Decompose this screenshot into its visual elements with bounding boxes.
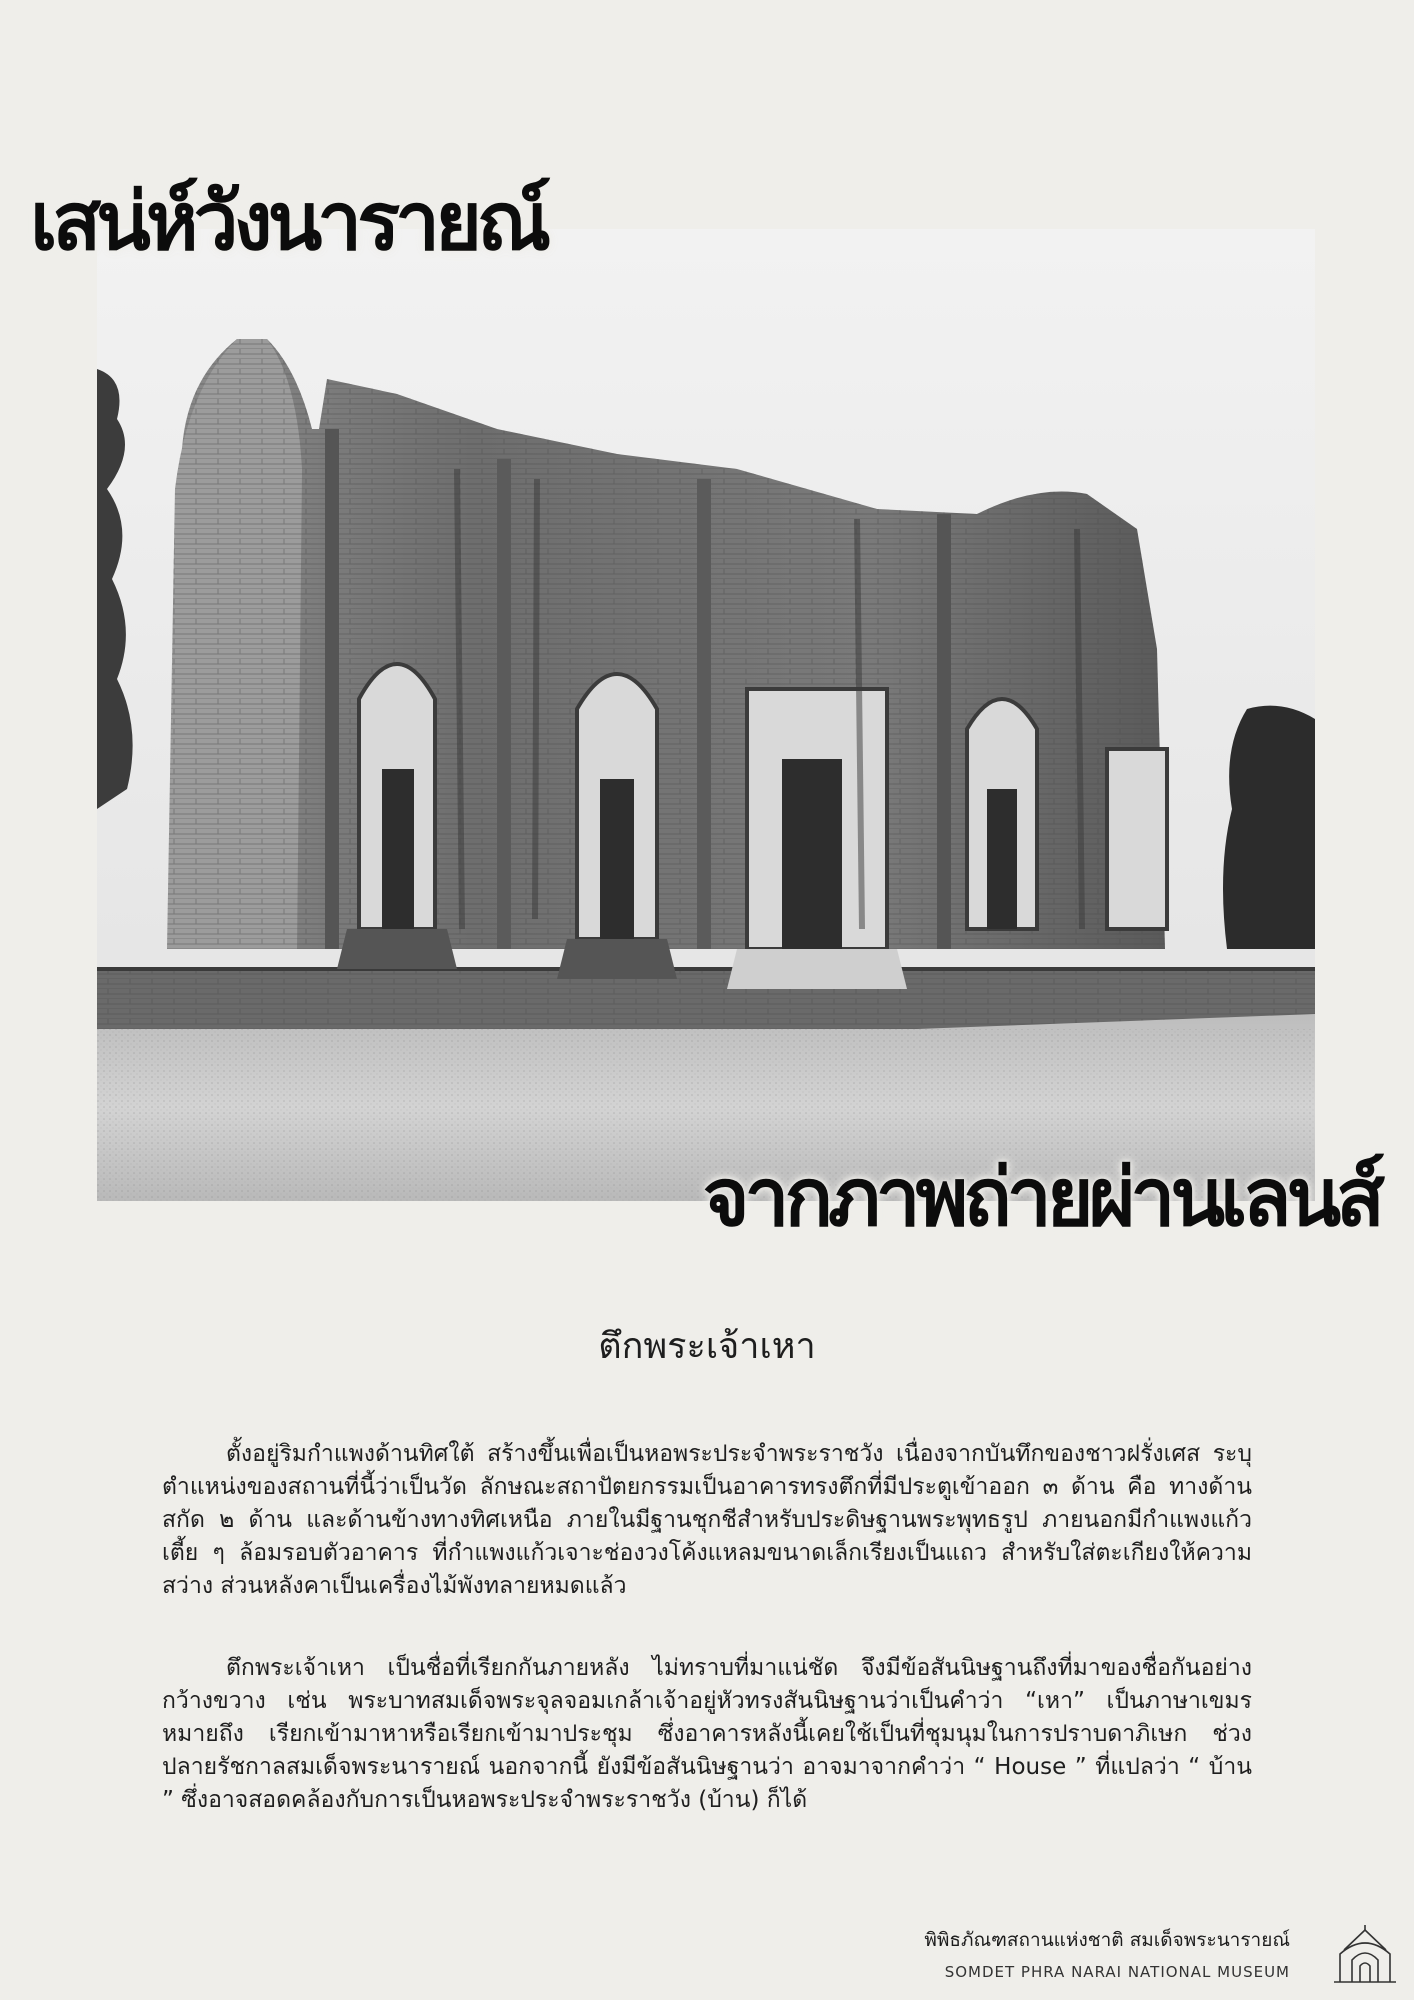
footer — [924, 1926, 1290, 1984]
paragraph-text: ตั้งอยู่ริมกำแพงด้านทิศใต้ สร้างขึ้นเพื่อเป็นหอพระประจำพระราชวัง เนื่องจากบันทึกของชาวฝรั่งเศส ระบุตำแหน่งของสถานที่นี้ว่าเป็นวัด ลักษณะสถาปัตยกรรมเป็นอาคารทรงตึกที่มีประตูเข้าออก ๓ ด้าน คือ ทางด้านสกัด ๒ ด้าน และด้านข้างทางทิศเหนือ ภายในมีฐานชุกชีสำหรับประดิษฐานพระพุทธรูป ภายนอกมีกำแพงแก้วเตี้ย ๆ ล้อมรอบตัวอาคาร ที่กำแพงแก้วเจาะช่องวงโค้งแหลมขนาดเล็กเรียงเป็นแถว สำหรับใส่ตะเกียงให้ความสว่าง ส่วนหลังคาเป็นเครื่องไม้พังทลายหมดแล้ว — [162, 1441, 1252, 1599]
ruin-photo-illustration — [97, 229, 1315, 1201]
title-bottom: จากภาพถ่ายผ่านเลนส์ — [702, 1151, 1380, 1244]
museum-name-thai: พิพิธภัณฑสถานแห่งชาติ สมเด็จพระนารายณ์ — [924, 1929, 1290, 1951]
museum-name-english: SOMDET PHRA NARAI NATIONAL MUSEUM — [944, 1963, 1290, 1981]
ruin-photograph — [97, 229, 1315, 1201]
body-paragraph-2 — [162, 1652, 1252, 1817]
body-paragraph-1 — [162, 1438, 1252, 1603]
subheading: ตึกพระเจ้าเหา — [598, 1326, 816, 1367]
museum-logo-icon — [1330, 1924, 1400, 1986]
paragraph-text: ตึกพระเจ้าเหา เป็นชื่อที่เรียกกันภายหลัง ไม่ทราบที่มาแน่ชัด จึงมีข้อสันนิษฐานถึงที่มาของชื่อกันอย่างกว้างขวาง เช่น พระบาทสมเด็จพระจุลจอมเกล้าเจ้าอยู่หัวทรงสันนิษฐานว่าเป็นคำว่า “เหา” เป็นภาษาเขมร หมายถึง เรียกเข้ามาหาหรือเรียกเข้ามาประชุม ซึ่งอาคารหลังนี้เคยใช้เป็นที่ชุมนุมในการปราบดาภิเษก ช่วงปลายรัชกาลสมเด็จพระนารายณ์ นอกจากนี้ ยังมีข้อสันนิษฐานว่า อาจมาจากคำว่า “ House ” ที่แปลว่า “ บ้าน ” ซึ่งอาจสอดคล้องกับการเป็นหอพระประจำพระราชวัง (บ้าน) ก็ได้ — [162, 1655, 1252, 1813]
title-top: เสน่ห์วังนารายณ์ — [30, 175, 547, 268]
